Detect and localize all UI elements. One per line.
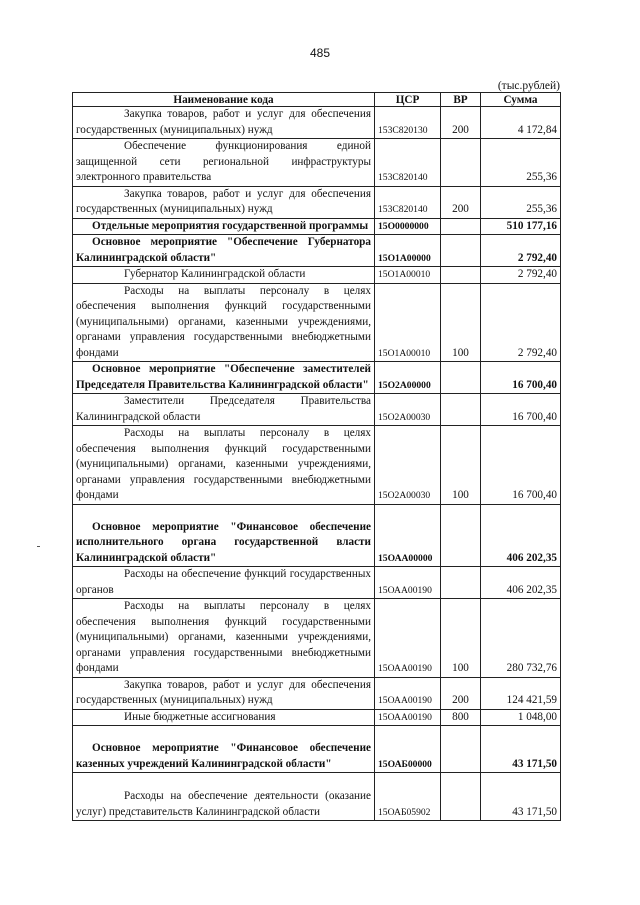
- row-vr: 800: [441, 709, 481, 726]
- row-name: Основное мероприятие "Обеспечение Губернатора Калининградской области": [73, 235, 375, 267]
- header-vr: ВР: [441, 93, 481, 107]
- table-row: [73, 362, 561, 394]
- row-csr: 15О2А00030: [375, 394, 441, 426]
- table-row: [73, 186, 561, 218]
- row-csr: 15ОАА00190: [375, 599, 441, 678]
- row-sum: 16 700,40: [481, 394, 561, 426]
- row-vr: [441, 139, 481, 187]
- row-csr: 153С820130: [375, 107, 441, 139]
- row-name: Закупка товаров, работ и услуг для обеспечения государственных (муниципальных) нужд: [73, 107, 375, 139]
- table-header-row: [73, 93, 561, 107]
- scan-speck: [37, 546, 40, 547]
- table-row: [73, 567, 561, 599]
- row-csr: 15О1А00000: [375, 235, 441, 267]
- row-sum: 2 792,40: [481, 283, 561, 362]
- row-csr: 15О2А00030: [375, 426, 441, 505]
- table-row: [73, 394, 561, 426]
- table-row: [73, 504, 561, 567]
- row-sum: 124 421,59: [481, 677, 561, 709]
- row-sum: 1 048,00: [481, 709, 561, 726]
- row-vr: [441, 726, 481, 773]
- row-vr: [441, 267, 481, 284]
- row-vr: 200: [441, 186, 481, 218]
- row-name: Губернатор Калининградской области: [73, 267, 375, 284]
- row-sum: 2 792,40: [481, 235, 561, 267]
- row-csr: 15О1А00010: [375, 267, 441, 284]
- row-vr: 100: [441, 599, 481, 678]
- row-sum: 43 171,50: [481, 773, 561, 821]
- row-sum: 406 202,35: [481, 504, 561, 567]
- table-row: [73, 267, 561, 284]
- page-number: 485: [309, 46, 331, 60]
- row-vr: 200: [441, 107, 481, 139]
- row-vr: [441, 773, 481, 821]
- table-row: [73, 599, 561, 678]
- row-csr: 15ОАБ05902: [375, 773, 441, 821]
- row-sum: 280 732,76: [481, 599, 561, 678]
- header-name: Наименование кода: [73, 93, 375, 107]
- row-name: Основное мероприятие "Финансовое обеспечение казенных учреждений Калининградской области": [73, 726, 375, 773]
- row-csr: 15О0000000: [375, 218, 441, 235]
- row-name: Основное мероприятие "Финансовое обеспечение исполнительного органа государственной власти Калининградской области": [73, 504, 375, 567]
- row-name: Закупка товаров, работ и услуг для обеспечения государственных (муниципальных) нужд: [73, 186, 375, 218]
- row-name: Расходы на обеспечение функций государственных органов: [73, 567, 375, 599]
- table-row: [73, 218, 561, 235]
- row-csr: 153С820140: [375, 186, 441, 218]
- row-vr: [441, 394, 481, 426]
- row-name: Отдельные мероприятия государственной программы: [73, 218, 375, 235]
- row-csr: 15ОАА00190: [375, 677, 441, 709]
- row-csr: 15ОАБ00000: [375, 726, 441, 773]
- row-name: Закупка товаров, работ и услуг для обеспечения государственных (муниципальных) нужд: [73, 677, 375, 709]
- row-sum: 255,36: [481, 139, 561, 187]
- row-name: Иные бюджетные ассигнования: [73, 709, 375, 726]
- row-sum: 4 172,84: [481, 107, 561, 139]
- row-name: Расходы на выплаты персоналу в целях обеспечения выполнения функций государственными (муниципальными) органами, казенными учреждениями, органами управления государственными внебюджетными фондами: [73, 283, 375, 362]
- row-name: Обеспечение функционирования единой защищенной сети региональной инфраструктуры электронного правительства: [73, 139, 375, 187]
- units-label: (тыс.рублей): [497, 80, 560, 92]
- header-csr: ЦСР: [375, 93, 441, 107]
- row-sum: 43 171,50: [481, 726, 561, 773]
- row-vr: 200: [441, 677, 481, 709]
- row-csr: 15О2А00000: [375, 362, 441, 394]
- table-row: [73, 139, 561, 187]
- row-sum: 255,36: [481, 186, 561, 218]
- table-row: [73, 235, 561, 267]
- row-vr: 100: [441, 283, 481, 362]
- row-name: Расходы на выплаты персоналу в целях обеспечения выполнения функций государственными (муниципальными) органами, казенными учреждениями, органами управления государственными внебюджетными фондами: [73, 599, 375, 678]
- row-name: Расходы на выплаты персоналу в целях обеспечения выполнения функций государственными (муниципальными) органами, казенными учреждениями, органами управления государственными внебюджетными фондами: [73, 426, 375, 505]
- row-csr: 153С820140: [375, 139, 441, 187]
- table-row: [73, 283, 561, 362]
- row-sum: 16 700,40: [481, 426, 561, 505]
- row-csr: 15ОАА00190: [375, 709, 441, 726]
- budget-table: [72, 92, 561, 821]
- row-sum: 2 792,40: [481, 267, 561, 284]
- row-vr: [441, 504, 481, 567]
- row-name: Заместители Председателя Правительства Калининградской области: [73, 394, 375, 426]
- row-csr: 15ОАА00000: [375, 504, 441, 567]
- row-name: Основное мероприятие "Обеспечение заместителей Председателя Правительства Калининградской области": [73, 362, 375, 394]
- table-row: [73, 709, 561, 726]
- row-vr: 100: [441, 426, 481, 505]
- row-name: Расходы на обеспечение деятельности (оказание услуг) представительств Калининградской области: [73, 773, 375, 821]
- header-sum: Сумма: [481, 93, 561, 107]
- table-row: [73, 773, 561, 821]
- table-row: [73, 426, 561, 505]
- row-vr: [441, 362, 481, 394]
- row-csr: 15ОАА00190: [375, 567, 441, 599]
- table-row: [73, 677, 561, 709]
- table-row: [73, 107, 561, 139]
- row-sum: 406 202,35: [481, 567, 561, 599]
- row-vr: [441, 218, 481, 235]
- row-sum: 16 700,40: [481, 362, 561, 394]
- row-vr: [441, 235, 481, 267]
- row-vr: [441, 567, 481, 599]
- table-row: [73, 726, 561, 773]
- row-csr: 15О1А00010: [375, 283, 441, 362]
- row-sum: 510 177,16: [481, 218, 561, 235]
